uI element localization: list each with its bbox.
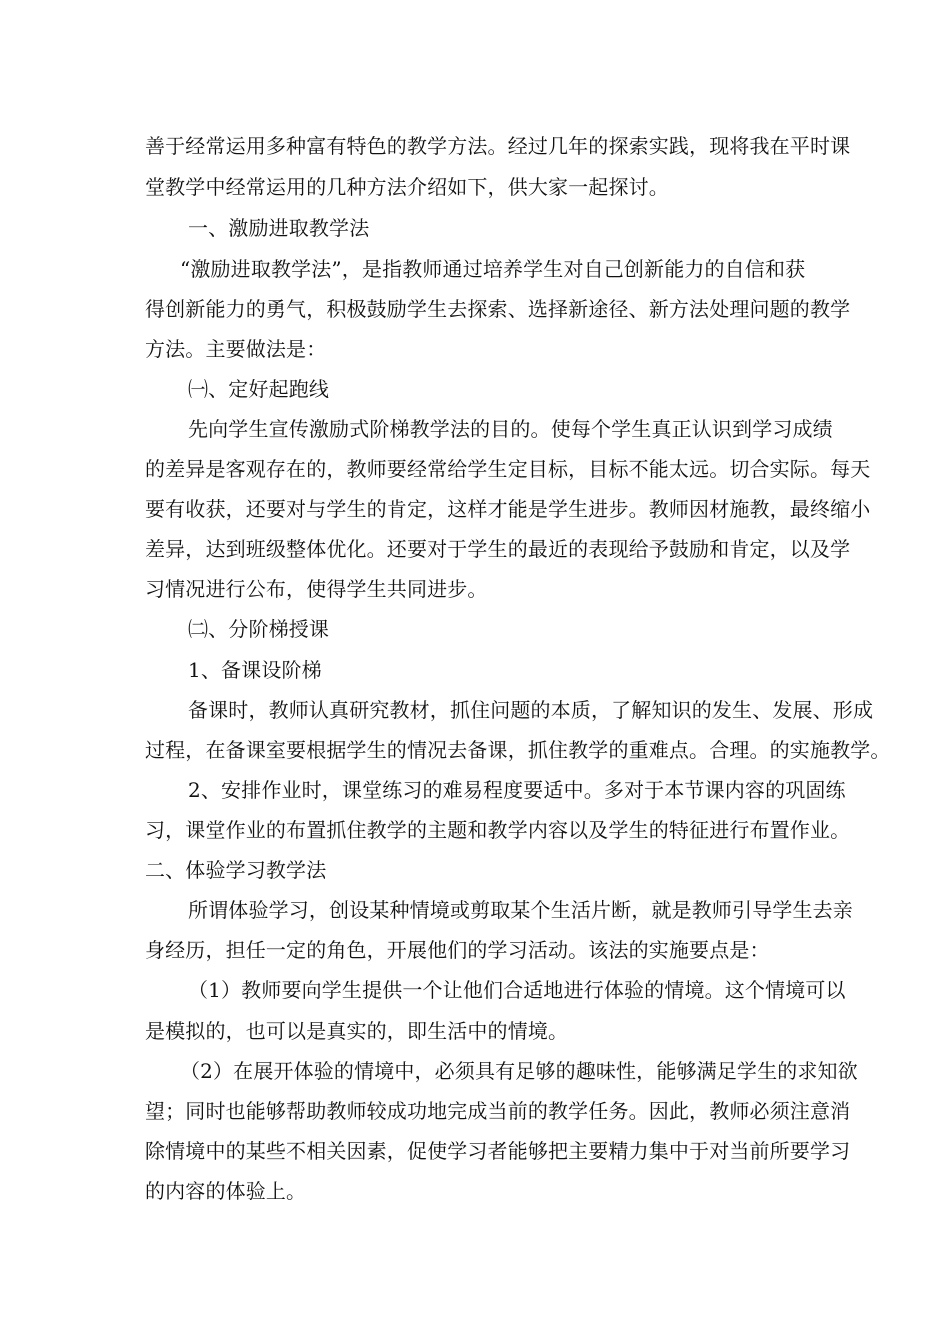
- text-line: 善于经常运用多种富有特色的教学方法。经过几年的探索实践，现将我在平时课: [145, 134, 851, 158]
- text-line: 望；同时也能够帮助教师较成功地完成当前的教学任务。因此，教师必须注意消: [145, 1099, 851, 1123]
- text-line: 备课时，教师认真研究教材，抓住问题的本质，了解知识的发生、发展、形成: [188, 698, 874, 722]
- text-line: 过程，在备课室要根据学生的情况去备课，抓住教学的重难点。合理。的实施教学。: [145, 738, 891, 762]
- text-line: 差异，达到班级整体优化。还要对于学生的最近的表现给予鼓励和肯定，以及学: [145, 537, 851, 561]
- text-line: 除情境中的某些不相关因素，促使学习者能够把主要精力集中于对当前所要学习: [145, 1139, 851, 1163]
- text-line: “激励进取教学法”，是指教师通过培养学生对自己创新能力的自信和获: [180, 257, 806, 281]
- text-line: （2）在展开体验的情境中，必须具有足够的趣味性，能够满足学生的求知欲: [180, 1059, 858, 1083]
- text-line: 的内容的体验上。: [145, 1179, 307, 1203]
- text-line: 习情况进行公布，使得学生共同进步。: [145, 577, 488, 601]
- subsection-heading: ㈠、定好起跑线: [188, 377, 330, 401]
- text-line: （1）教师要向学生提供一个让他们合适地进行体验的情境。这个情境可以: [188, 978, 846, 1002]
- text-line: 所谓体验学习，创设某种情境或剪取某个生活片断，就是教师引导学生去亲: [188, 898, 853, 922]
- subsection-heading: ㈡、分阶梯授课: [188, 617, 330, 641]
- text-line: 堂教学中经常运用的几种方法介绍如下，供大家一起探讨。: [145, 175, 669, 199]
- text-line: 2、安排作业时，课堂练习的难易程度要适中。多对于本节课内容的巩固练: [188, 778, 846, 802]
- text-line: 要有收获，还要对与学生的肯定，这样才能是学生进步。教师因材施教，最终缩小: [145, 497, 871, 521]
- section-heading: 二、体验学习教学法: [145, 858, 327, 882]
- text-line: 方法。主要做法是：: [145, 337, 327, 361]
- text-line: 是模拟的，也可以是真实的，即生活中的情境。: [145, 1019, 569, 1043]
- item-heading: 1、备课设阶梯: [188, 658, 322, 682]
- text-line: 先向学生宣传激励式阶梯教学法的目的。使每个学生真正认识到学习成绩: [188, 417, 833, 441]
- text-line: 得创新能力的勇气，积极鼓励学生去探索、选择新途径、新方法处理问题的教学: [145, 297, 851, 321]
- text-line: 的差异是客观存在的，教师要经常给学生定目标，目标不能太远。切合实际。每天: [145, 457, 871, 481]
- text-line: 身经历，担任一定的角色，开展他们的学习活动。该法的实施要点是：: [145, 938, 770, 962]
- section-heading: 一、激励进取教学法: [188, 216, 370, 240]
- text-line: 习，课堂作业的布置抓住教学的主题和教学内容以及学生的特征进行布置作业。: [145, 818, 851, 842]
